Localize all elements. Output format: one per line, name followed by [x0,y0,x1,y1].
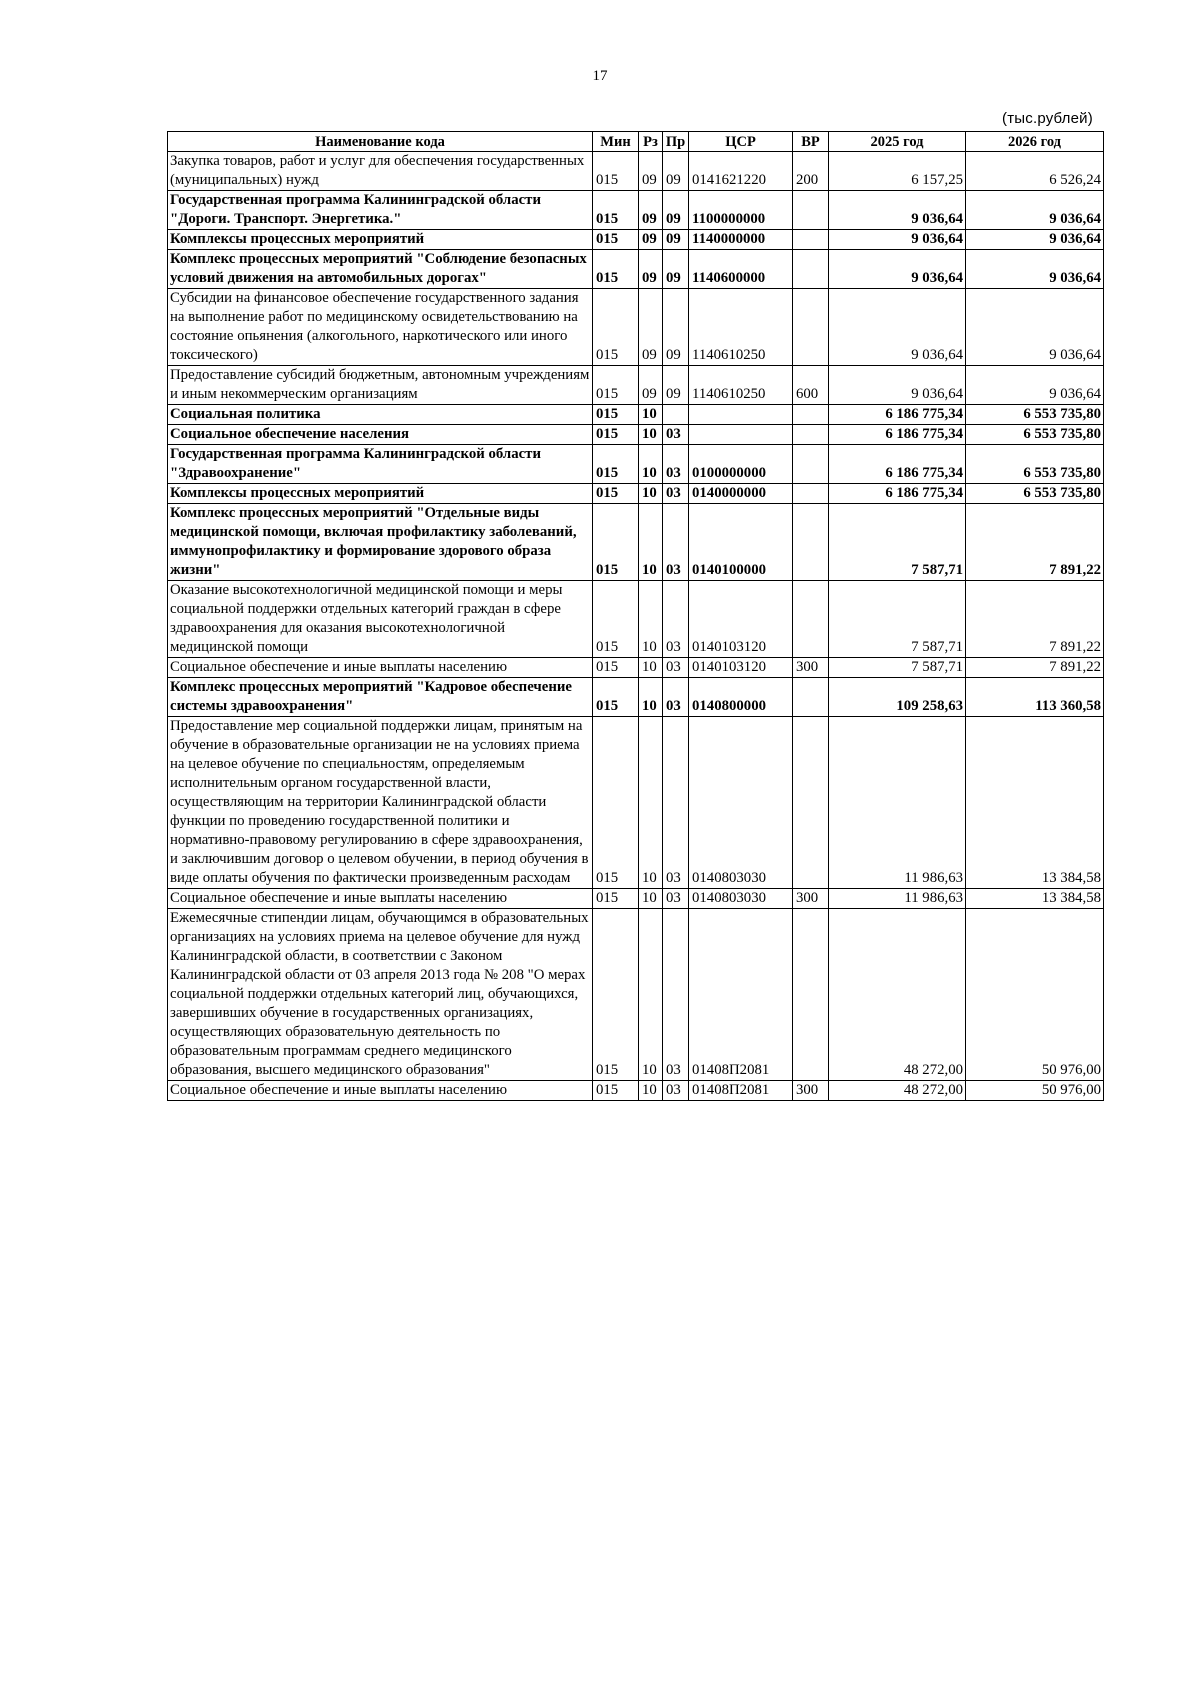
cell-2026: 9 036,64 [966,250,1104,289]
cell-2026: 6 553 735,80 [966,484,1104,504]
cell-min: 015 [593,445,639,484]
units-label: (тыс.рублей) [1002,110,1093,127]
cell-vr [793,250,829,289]
table-row [168,152,1104,191]
cell-vr: 300 [793,1081,829,1101]
header-name: Наименование кода [168,132,593,152]
cell-2026: 6 553 735,80 [966,445,1104,484]
cell-vr [793,445,829,484]
cell-2026: 13 384,58 [966,889,1104,909]
cell-rz: 10 [639,658,663,678]
cell-vr [793,405,829,425]
cell-rz: 10 [639,1081,663,1101]
header-csr: ЦСР [689,132,793,152]
cell-min: 015 [593,581,639,658]
cell-min: 015 [593,289,639,366]
cell-2025: 11 986,63 [829,717,966,889]
cell-csr: 0140803030 [689,717,793,889]
cell-2025: 6 186 775,34 [829,484,966,504]
cell-csr: 0141621220 [689,152,793,191]
cell-pr: 03 [663,717,689,889]
cell-pr: 03 [663,1081,689,1101]
cell-vr [793,230,829,250]
cell-2025: 7 587,71 [829,504,966,581]
cell-min: 015 [593,152,639,191]
cell-2025: 48 272,00 [829,1081,966,1101]
cell-min: 015 [593,250,639,289]
cell-pr: 03 [663,425,689,445]
cell-min: 015 [593,230,639,250]
cell-rz: 09 [639,191,663,230]
cell-vr [793,717,829,889]
cell-2026: 9 036,64 [966,366,1104,405]
cell-csr: 0140100000 [689,504,793,581]
cell-2026: 6 526,24 [966,152,1104,191]
cell-name: Государственная программа Калининградской области "Здравоохранение" [168,445,593,484]
cell-rz: 10 [639,504,663,581]
header-pr: Пр [663,132,689,152]
cell-vr: 600 [793,366,829,405]
cell-vr: 300 [793,889,829,909]
header-2026: 2026 год [966,132,1104,152]
cell-2026: 13 384,58 [966,717,1104,889]
cell-name: Предоставление субсидий бюджетным, автономным учреждениям и иным некоммерческим организациям [168,366,593,405]
cell-2026: 113 360,58 [966,678,1104,717]
table-row [168,889,1104,909]
cell-2025: 11 986,63 [829,889,966,909]
cell-name: Комплекс процессных мероприятий "Отдельные виды медицинской помощи, включая профилактику заболеваний, иммунопрофилактику и формирование здорового образа жизни" [168,504,593,581]
cell-vr: 300 [793,658,829,678]
cell-name: Государственная программа Калининградской области "Дороги. Транспорт. Энергетика." [168,191,593,230]
cell-pr: 09 [663,366,689,405]
table-row [168,1081,1104,1101]
cell-2026: 7 891,22 [966,658,1104,678]
cell-rz: 10 [639,889,663,909]
cell-2025: 7 587,71 [829,581,966,658]
cell-name: Комплекс процессных мероприятий "Соблюдение безопасных условий движения на автомобильных дорогах" [168,250,593,289]
cell-min: 015 [593,909,639,1081]
cell-name: Социальная политика [168,405,593,425]
cell-min: 015 [593,658,639,678]
cell-rz: 10 [639,909,663,1081]
cell-rz: 10 [639,445,663,484]
cell-vr: 200 [793,152,829,191]
cell-name: Социальное обеспечение и иные выплаты населению [168,658,593,678]
cell-pr: 03 [663,889,689,909]
cell-min: 015 [593,191,639,230]
cell-2025: 9 036,64 [829,230,966,250]
cell-rz: 09 [639,250,663,289]
cell-2026: 6 553 735,80 [966,425,1104,445]
cell-pr: 03 [663,678,689,717]
cell-2025: 7 587,71 [829,658,966,678]
cell-vr [793,484,829,504]
cell-csr: 0140000000 [689,484,793,504]
cell-2026: 9 036,64 [966,230,1104,250]
table-row [168,909,1104,1081]
table-row [168,425,1104,445]
header-2025: 2025 год [829,132,966,152]
cell-rz: 09 [639,230,663,250]
cell-2026: 9 036,64 [966,191,1104,230]
table-row [168,366,1104,405]
cell-rz: 10 [639,484,663,504]
cell-2025: 9 036,64 [829,191,966,230]
header-min: Мин [593,132,639,152]
cell-rz: 10 [639,425,663,445]
table-row [168,191,1104,230]
cell-name: Комплексы процессных мероприятий [168,484,593,504]
cell-vr [793,425,829,445]
table-row [168,717,1104,889]
cell-csr [689,405,793,425]
cell-name: Закупка товаров, работ и услуг для обеспечения государственных (муниципальных) нужд [168,152,593,191]
table-body [168,152,1104,1101]
cell-rz: 10 [639,678,663,717]
cell-csr: 0140103120 [689,658,793,678]
cell-csr: 1140000000 [689,230,793,250]
cell-vr [793,581,829,658]
cell-min: 015 [593,678,639,717]
cell-vr [793,504,829,581]
table-row [168,678,1104,717]
cell-pr: 09 [663,230,689,250]
table-row [168,445,1104,484]
cell-pr: 03 [663,445,689,484]
cell-2025: 6 157,25 [829,152,966,191]
cell-min: 015 [593,889,639,909]
cell-rz: 10 [639,581,663,658]
cell-pr: 03 [663,909,689,1081]
cell-min: 015 [593,504,639,581]
table-row [168,230,1104,250]
cell-name: Социальное обеспечение и иные выплаты населению [168,1081,593,1101]
cell-min: 015 [593,405,639,425]
cell-csr: 01408П2081 [689,1081,793,1101]
cell-csr: 0100000000 [689,445,793,484]
header-row [168,132,1104,152]
cell-2025: 48 272,00 [829,909,966,1081]
cell-min: 015 [593,425,639,445]
cell-pr: 03 [663,484,689,504]
cell-csr: 1140610250 [689,366,793,405]
cell-csr [689,425,793,445]
cell-min: 015 [593,1081,639,1101]
page-number: 17 [592,68,608,84]
cell-vr [793,678,829,717]
cell-csr: 0140803030 [689,889,793,909]
cell-pr: 09 [663,152,689,191]
cell-2025: 6 186 775,34 [829,405,966,425]
cell-name: Субсидии на финансовое обеспечение государственного задания на выполнение работ по медицинскому освидетельствованию на состояние опьянения (алкогольного, наркотического или иного токсического) [168,289,593,366]
cell-2026: 7 891,22 [966,504,1104,581]
cell-2025: 6 186 775,34 [829,445,966,484]
cell-vr [793,191,829,230]
cell-csr: 0140800000 [689,678,793,717]
cell-csr: 1140600000 [689,250,793,289]
cell-min: 015 [593,717,639,889]
table-row [168,250,1104,289]
cell-name: Комплекс процессных мероприятий "Кадровое обеспечение системы здравоохранения" [168,678,593,717]
cell-name: Оказание высокотехнологичной медицинской помощи и меры социальной поддержки отдельных категорий граждан в сфере здравоохранения для оказания высокотехнологичной медицинской помощи [168,581,593,658]
cell-min: 015 [593,366,639,405]
cell-2025: 9 036,64 [829,250,966,289]
header-vr: ВР [793,132,829,152]
cell-pr: 03 [663,658,689,678]
cell-csr: 1140610250 [689,289,793,366]
table-row [168,484,1104,504]
budget-table [167,131,1104,1101]
cell-min: 015 [593,484,639,504]
cell-pr: 09 [663,250,689,289]
table-row [168,581,1104,658]
cell-name: Социальное обеспечение и иные выплаты населению [168,889,593,909]
cell-2026: 9 036,64 [966,289,1104,366]
cell-name: Предоставление мер социальной поддержки лицам, принятым на обучение в образовательные организации не на условиях приема на целевое обучение по специальностям, определяемым исполнительным органом государственной власти, осуществляющим на территории Калининградской области функции по проведению государственной политики и нормативно-правовому регулированию в сфере здравоохранения, и заключившим договор о целевом обучении, в период обучения в виде оплаты обучения по фактически произведенным расходам [168,717,593,889]
cell-2026: 7 891,22 [966,581,1104,658]
table-row [168,289,1104,366]
cell-name: Ежемесячные стипендии лицам, обучающимся в образовательных организациях на условиях приема на целевое обучение для нужд Калининградской области, в соответствии с Законом Калининградской области от 03 апреля 2013 года № 208 "О мерах социальной поддержки отдельных категорий лиц, обучающихся, завершивших обучение в государственных организациях, осуществляющих образовательную деятельность по образовательным программам среднего медицинского образования, высшего медицинского образования" [168,909,593,1081]
table-row [168,504,1104,581]
cell-rz: 10 [639,717,663,889]
cell-pr: 09 [663,191,689,230]
cell-pr: 09 [663,289,689,366]
cell-2025: 9 036,64 [829,366,966,405]
table-row [168,405,1104,425]
cell-vr [793,909,829,1081]
cell-csr: 01408П2081 [689,909,793,1081]
cell-csr: 0140103120 [689,581,793,658]
cell-rz: 09 [639,366,663,405]
table-row [168,658,1104,678]
cell-pr: 03 [663,504,689,581]
cell-2025: 109 258,63 [829,678,966,717]
cell-name: Комплексы процессных мероприятий [168,230,593,250]
cell-2026: 50 976,00 [966,1081,1104,1101]
cell-rz: 09 [639,289,663,366]
cell-rz: 10 [639,405,663,425]
cell-2026: 6 553 735,80 [966,405,1104,425]
cell-pr [663,405,689,425]
header-rz: Рз [639,132,663,152]
cell-2025: 9 036,64 [829,289,966,366]
cell-2026: 50 976,00 [966,909,1104,1081]
cell-rz: 09 [639,152,663,191]
cell-vr [793,289,829,366]
cell-2025: 6 186 775,34 [829,425,966,445]
cell-pr: 03 [663,581,689,658]
cell-csr: 1100000000 [689,191,793,230]
cell-name: Социальное обеспечение населения [168,425,593,445]
